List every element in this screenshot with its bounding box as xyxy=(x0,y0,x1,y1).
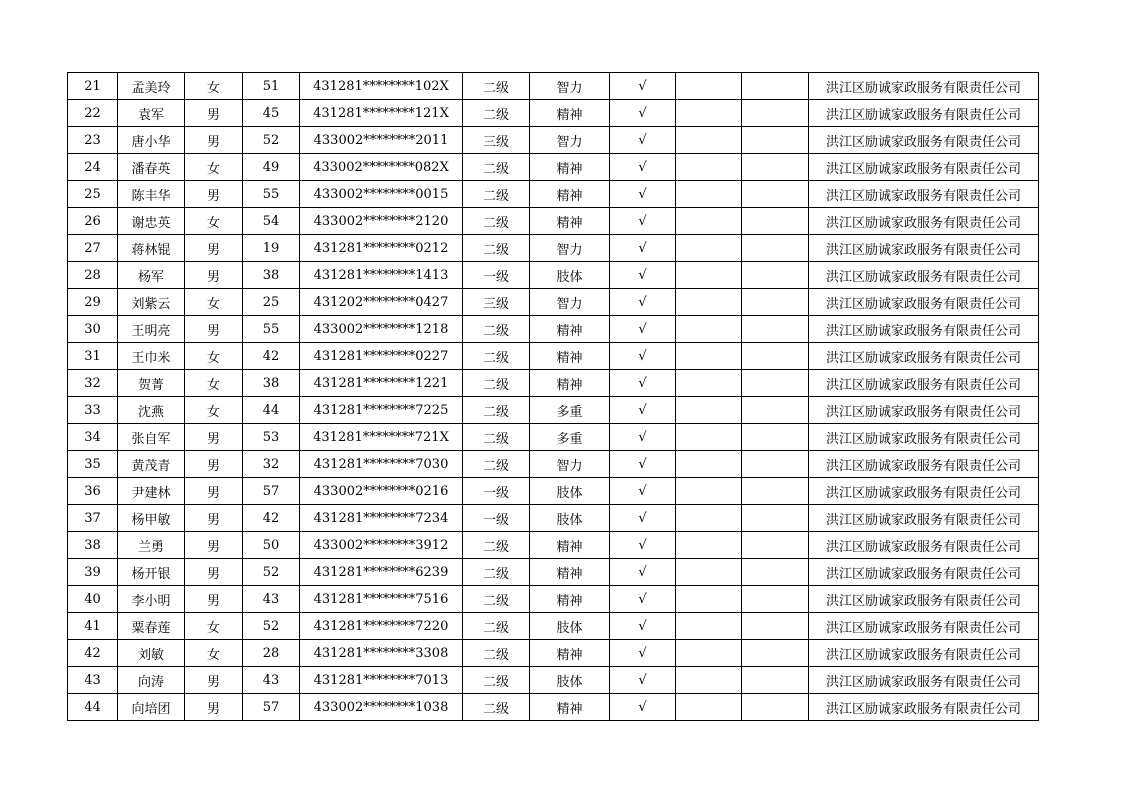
row-number-cell: 44 xyxy=(68,694,118,721)
company-cell: 洪江区励诚家政服务有限责任公司 xyxy=(809,694,1039,721)
disability-type-cell: 精神 xyxy=(530,586,610,613)
age-cell: 25 xyxy=(243,289,300,316)
disability-type-cell: 精神 xyxy=(530,316,610,343)
blank-cell xyxy=(676,316,742,343)
gender-cell: 男 xyxy=(185,100,243,127)
disability-type-cell: 智力 xyxy=(530,235,610,262)
id-number-cell: 431281********721X xyxy=(300,424,463,451)
name-cell: 粟春莲 xyxy=(118,613,185,640)
check-mark-cell: √ xyxy=(610,154,676,181)
name-cell: 向培团 xyxy=(118,694,185,721)
blank-cell xyxy=(676,208,742,235)
disability-grade-cell: 二级 xyxy=(463,532,530,559)
disability-grade-cell: 二级 xyxy=(463,559,530,586)
blank-cell xyxy=(676,532,742,559)
id-number-cell: 431281********7234 xyxy=(300,505,463,532)
table-row xyxy=(68,694,1039,721)
row-number-cell: 26 xyxy=(68,208,118,235)
blank-cell xyxy=(742,640,809,667)
gender-cell: 男 xyxy=(185,532,243,559)
disability-type-cell: 智力 xyxy=(530,289,610,316)
disability-type-cell: 肢体 xyxy=(530,667,610,694)
blank-cell xyxy=(742,235,809,262)
id-number-cell: 433002********082X xyxy=(300,154,463,181)
disability-grade-cell: 二级 xyxy=(463,316,530,343)
blank-cell xyxy=(676,559,742,586)
gender-cell: 男 xyxy=(185,262,243,289)
table-row xyxy=(68,127,1039,154)
blank-cell xyxy=(676,397,742,424)
check-mark-cell: √ xyxy=(610,289,676,316)
table-row xyxy=(68,424,1039,451)
check-mark-cell: √ xyxy=(610,262,676,289)
company-cell: 洪江区励诚家政服务有限责任公司 xyxy=(809,559,1039,586)
table-row xyxy=(68,667,1039,694)
blank-cell xyxy=(676,289,742,316)
table-row xyxy=(68,100,1039,127)
disability-grade-cell: 二级 xyxy=(463,397,530,424)
row-number-cell: 28 xyxy=(68,262,118,289)
disability-type-cell: 肢体 xyxy=(530,478,610,505)
blank-cell xyxy=(676,613,742,640)
name-cell: 杨开银 xyxy=(118,559,185,586)
row-number-cell: 38 xyxy=(68,532,118,559)
age-cell: 50 xyxy=(243,532,300,559)
blank-cell xyxy=(676,343,742,370)
disability-grade-cell: 一级 xyxy=(463,505,530,532)
table-row xyxy=(68,235,1039,262)
blank-cell xyxy=(676,127,742,154)
disability-grade-cell: 一级 xyxy=(463,478,530,505)
id-number-cell: 431281********6239 xyxy=(300,559,463,586)
gender-cell: 男 xyxy=(185,424,243,451)
disability-grade-cell: 二级 xyxy=(463,181,530,208)
blank-cell xyxy=(742,73,809,100)
age-cell: 52 xyxy=(243,613,300,640)
company-cell: 洪江区励诚家政服务有限责任公司 xyxy=(809,397,1039,424)
check-mark-cell: √ xyxy=(610,100,676,127)
blank-cell xyxy=(742,343,809,370)
disability-type-cell: 精神 xyxy=(530,640,610,667)
gender-cell: 女 xyxy=(185,208,243,235)
disability-type-cell: 精神 xyxy=(530,694,610,721)
id-number-cell: 431281********0227 xyxy=(300,343,463,370)
disability-type-cell: 多重 xyxy=(530,424,610,451)
gender-cell: 女 xyxy=(185,397,243,424)
age-cell: 42 xyxy=(243,343,300,370)
disability-grade-cell: 二级 xyxy=(463,208,530,235)
table-row xyxy=(68,343,1039,370)
name-cell: 陈丰华 xyxy=(118,181,185,208)
id-number-cell: 433002********0216 xyxy=(300,478,463,505)
disability-type-cell: 多重 xyxy=(530,397,610,424)
check-mark-cell: √ xyxy=(610,586,676,613)
id-number-cell: 433002********3912 xyxy=(300,532,463,559)
disability-type-cell: 精神 xyxy=(530,208,610,235)
blank-cell xyxy=(676,235,742,262)
id-number-cell: 431281********7013 xyxy=(300,667,463,694)
table-row xyxy=(68,289,1039,316)
table-row xyxy=(68,451,1039,478)
age-cell: 52 xyxy=(243,559,300,586)
row-number-cell: 24 xyxy=(68,154,118,181)
name-cell: 贺菁 xyxy=(118,370,185,397)
age-cell: 43 xyxy=(243,667,300,694)
blank-cell xyxy=(742,505,809,532)
name-cell: 孟美玲 xyxy=(118,73,185,100)
blank-cell xyxy=(676,100,742,127)
age-cell: 28 xyxy=(243,640,300,667)
blank-cell xyxy=(742,694,809,721)
company-cell: 洪江区励诚家政服务有限责任公司 xyxy=(809,208,1039,235)
table-row xyxy=(68,532,1039,559)
table-row xyxy=(68,505,1039,532)
blank-cell xyxy=(742,208,809,235)
disability-grade-cell: 二级 xyxy=(463,424,530,451)
id-number-cell: 431202********0427 xyxy=(300,289,463,316)
disability-grade-cell: 三级 xyxy=(463,289,530,316)
blank-cell xyxy=(742,181,809,208)
row-number-cell: 25 xyxy=(68,181,118,208)
row-number-cell: 41 xyxy=(68,613,118,640)
check-mark-cell: √ xyxy=(610,181,676,208)
id-number-cell: 431281********0212 xyxy=(300,235,463,262)
table-row xyxy=(68,397,1039,424)
row-number-cell: 34 xyxy=(68,424,118,451)
table-body xyxy=(68,73,1039,721)
row-number-cell: 31 xyxy=(68,343,118,370)
disability-grade-cell: 二级 xyxy=(463,586,530,613)
row-number-cell: 27 xyxy=(68,235,118,262)
company-cell: 洪江区励诚家政服务有限责任公司 xyxy=(809,613,1039,640)
gender-cell: 男 xyxy=(185,505,243,532)
company-cell: 洪江区励诚家政服务有限责任公司 xyxy=(809,505,1039,532)
name-cell: 刘敏 xyxy=(118,640,185,667)
disability-grade-cell: 二级 xyxy=(463,451,530,478)
check-mark-cell: √ xyxy=(610,640,676,667)
blank-cell xyxy=(676,640,742,667)
blank-cell xyxy=(676,478,742,505)
disability-type-cell: 精神 xyxy=(530,532,610,559)
disability-type-cell: 精神 xyxy=(530,559,610,586)
disability-grade-cell: 二级 xyxy=(463,235,530,262)
check-mark-cell: √ xyxy=(610,613,676,640)
blank-cell xyxy=(676,586,742,613)
blank-cell xyxy=(742,316,809,343)
table-row xyxy=(68,370,1039,397)
employee-table xyxy=(67,72,1039,721)
row-number-cell: 39 xyxy=(68,559,118,586)
disability-type-cell: 精神 xyxy=(530,343,610,370)
age-cell: 19 xyxy=(243,235,300,262)
row-number-cell: 32 xyxy=(68,370,118,397)
age-cell: 52 xyxy=(243,127,300,154)
gender-cell: 女 xyxy=(185,370,243,397)
name-cell: 谢忠英 xyxy=(118,208,185,235)
age-cell: 45 xyxy=(243,100,300,127)
row-number-cell: 36 xyxy=(68,478,118,505)
blank-cell xyxy=(676,451,742,478)
table-row xyxy=(68,478,1039,505)
blank-cell xyxy=(742,451,809,478)
row-number-cell: 23 xyxy=(68,127,118,154)
blank-cell xyxy=(742,289,809,316)
blank-cell xyxy=(742,100,809,127)
age-cell: 54 xyxy=(243,208,300,235)
check-mark-cell: √ xyxy=(610,235,676,262)
id-number-cell: 433002********1038 xyxy=(300,694,463,721)
id-number-cell: 431281********102X xyxy=(300,73,463,100)
name-cell: 刘紫云 xyxy=(118,289,185,316)
gender-cell: 男 xyxy=(185,559,243,586)
gender-cell: 女 xyxy=(185,613,243,640)
row-number-cell: 22 xyxy=(68,100,118,127)
row-number-cell: 40 xyxy=(68,586,118,613)
check-mark-cell: √ xyxy=(610,424,676,451)
company-cell: 洪江区励诚家政服务有限责任公司 xyxy=(809,424,1039,451)
blank-cell xyxy=(676,694,742,721)
company-cell: 洪江区励诚家政服务有限责任公司 xyxy=(809,667,1039,694)
check-mark-cell: √ xyxy=(610,667,676,694)
company-cell: 洪江区励诚家政服务有限责任公司 xyxy=(809,316,1039,343)
name-cell: 尹建林 xyxy=(118,478,185,505)
name-cell: 杨甲敏 xyxy=(118,505,185,532)
blank-cell xyxy=(742,613,809,640)
age-cell: 57 xyxy=(243,478,300,505)
check-mark-cell: √ xyxy=(610,694,676,721)
name-cell: 王巾米 xyxy=(118,343,185,370)
disability-grade-cell: 二级 xyxy=(463,667,530,694)
check-mark-cell: √ xyxy=(610,208,676,235)
check-mark-cell: √ xyxy=(610,127,676,154)
check-mark-cell: √ xyxy=(610,451,676,478)
id-number-cell: 431281********3308 xyxy=(300,640,463,667)
blank-cell xyxy=(676,424,742,451)
table-row xyxy=(68,181,1039,208)
table-row xyxy=(68,262,1039,289)
check-mark-cell: √ xyxy=(610,343,676,370)
age-cell: 51 xyxy=(243,73,300,100)
disability-grade-cell: 二级 xyxy=(463,640,530,667)
row-number-cell: 42 xyxy=(68,640,118,667)
company-cell: 洪江区励诚家政服务有限责任公司 xyxy=(809,532,1039,559)
row-number-cell: 43 xyxy=(68,667,118,694)
id-number-cell: 433002********2120 xyxy=(300,208,463,235)
gender-cell: 女 xyxy=(185,289,243,316)
blank-cell xyxy=(676,73,742,100)
check-mark-cell: √ xyxy=(610,505,676,532)
disability-type-cell: 肢体 xyxy=(530,262,610,289)
age-cell: 38 xyxy=(243,370,300,397)
disability-grade-cell: 二级 xyxy=(463,370,530,397)
id-number-cell: 431281********121X xyxy=(300,100,463,127)
company-cell: 洪江区励诚家政服务有限责任公司 xyxy=(809,370,1039,397)
company-cell: 洪江区励诚家政服务有限责任公司 xyxy=(809,181,1039,208)
age-cell: 55 xyxy=(243,181,300,208)
name-cell: 杨军 xyxy=(118,262,185,289)
company-cell: 洪江区励诚家政服务有限责任公司 xyxy=(809,127,1039,154)
blank-cell xyxy=(676,154,742,181)
name-cell: 潘春英 xyxy=(118,154,185,181)
disability-grade-cell: 二级 xyxy=(463,694,530,721)
disability-grade-cell: 二级 xyxy=(463,73,530,100)
blank-cell xyxy=(742,397,809,424)
blank-cell xyxy=(742,127,809,154)
name-cell: 张自军 xyxy=(118,424,185,451)
id-number-cell: 433002********2011 xyxy=(300,127,463,154)
blank-cell xyxy=(742,559,809,586)
name-cell: 王明亮 xyxy=(118,316,185,343)
check-mark-cell: √ xyxy=(610,397,676,424)
table-row xyxy=(68,73,1039,100)
company-cell: 洪江区励诚家政服务有限责任公司 xyxy=(809,478,1039,505)
blank-cell xyxy=(676,262,742,289)
table-row xyxy=(68,208,1039,235)
name-cell: 兰勇 xyxy=(118,532,185,559)
name-cell: 唐小华 xyxy=(118,127,185,154)
disability-type-cell: 精神 xyxy=(530,370,610,397)
disability-type-cell: 肢体 xyxy=(530,505,610,532)
age-cell: 32 xyxy=(243,451,300,478)
blank-cell xyxy=(676,181,742,208)
company-cell: 洪江区励诚家政服务有限责任公司 xyxy=(809,640,1039,667)
company-cell: 洪江区励诚家政服务有限责任公司 xyxy=(809,154,1039,181)
blank-cell xyxy=(742,154,809,181)
check-mark-cell: √ xyxy=(610,316,676,343)
check-mark-cell: √ xyxy=(610,370,676,397)
disability-type-cell: 肢体 xyxy=(530,613,610,640)
disability-type-cell: 智力 xyxy=(530,73,610,100)
disability-grade-cell: 一级 xyxy=(463,262,530,289)
row-number-cell: 30 xyxy=(68,316,118,343)
gender-cell: 男 xyxy=(185,586,243,613)
blank-cell xyxy=(742,532,809,559)
blank-cell xyxy=(676,505,742,532)
company-cell: 洪江区励诚家政服务有限责任公司 xyxy=(809,343,1039,370)
table-row xyxy=(68,640,1039,667)
disability-type-cell: 智力 xyxy=(530,127,610,154)
blank-cell xyxy=(676,370,742,397)
gender-cell: 男 xyxy=(185,451,243,478)
id-number-cell: 431281********1221 xyxy=(300,370,463,397)
name-cell: 李小明 xyxy=(118,586,185,613)
id-number-cell: 431281********7225 xyxy=(300,397,463,424)
id-number-cell: 431281********7516 xyxy=(300,586,463,613)
disability-type-cell: 精神 xyxy=(530,100,610,127)
blank-cell xyxy=(742,370,809,397)
gender-cell: 女 xyxy=(185,73,243,100)
table-row xyxy=(68,586,1039,613)
disability-grade-cell: 二级 xyxy=(463,613,530,640)
company-cell: 洪江区励诚家政服务有限责任公司 xyxy=(809,235,1039,262)
blank-cell xyxy=(742,586,809,613)
gender-cell: 男 xyxy=(185,127,243,154)
row-number-cell: 21 xyxy=(68,73,118,100)
age-cell: 42 xyxy=(243,505,300,532)
disability-type-cell: 智力 xyxy=(530,451,610,478)
age-cell: 55 xyxy=(243,316,300,343)
name-cell: 袁军 xyxy=(118,100,185,127)
name-cell: 向涛 xyxy=(118,667,185,694)
blank-cell xyxy=(742,262,809,289)
id-number-cell: 431281********1413 xyxy=(300,262,463,289)
gender-cell: 女 xyxy=(185,154,243,181)
name-cell: 沈燕 xyxy=(118,397,185,424)
table-row xyxy=(68,154,1039,181)
company-cell: 洪江区励诚家政服务有限责任公司 xyxy=(809,451,1039,478)
row-number-cell: 29 xyxy=(68,289,118,316)
name-cell: 黄茂青 xyxy=(118,451,185,478)
disability-grade-cell: 二级 xyxy=(463,343,530,370)
check-mark-cell: √ xyxy=(610,478,676,505)
disability-grade-cell: 三级 xyxy=(463,127,530,154)
blank-cell xyxy=(742,667,809,694)
blank-cell xyxy=(742,478,809,505)
gender-cell: 男 xyxy=(185,694,243,721)
table-row xyxy=(68,316,1039,343)
gender-cell: 男 xyxy=(185,316,243,343)
age-cell: 38 xyxy=(243,262,300,289)
age-cell: 57 xyxy=(243,694,300,721)
disability-type-cell: 精神 xyxy=(530,154,610,181)
age-cell: 43 xyxy=(243,586,300,613)
id-number-cell: 433002********0015 xyxy=(300,181,463,208)
row-number-cell: 37 xyxy=(68,505,118,532)
age-cell: 53 xyxy=(243,424,300,451)
company-cell: 洪江区励诚家政服务有限责任公司 xyxy=(809,586,1039,613)
table-row xyxy=(68,559,1039,586)
id-number-cell: 431281********7220 xyxy=(300,613,463,640)
check-mark-cell: √ xyxy=(610,559,676,586)
row-number-cell: 33 xyxy=(68,397,118,424)
gender-cell: 男 xyxy=(185,667,243,694)
gender-cell: 男 xyxy=(185,478,243,505)
disability-grade-cell: 二级 xyxy=(463,154,530,181)
disability-type-cell: 精神 xyxy=(530,181,610,208)
age-cell: 44 xyxy=(243,397,300,424)
check-mark-cell: √ xyxy=(610,532,676,559)
table-row xyxy=(68,613,1039,640)
check-mark-cell: √ xyxy=(610,73,676,100)
blank-cell xyxy=(742,424,809,451)
gender-cell: 女 xyxy=(185,640,243,667)
company-cell: 洪江区励诚家政服务有限责任公司 xyxy=(809,289,1039,316)
id-number-cell: 431281********7030 xyxy=(300,451,463,478)
row-number-cell: 35 xyxy=(68,451,118,478)
gender-cell: 女 xyxy=(185,343,243,370)
company-cell: 洪江区励诚家政服务有限责任公司 xyxy=(809,73,1039,100)
company-cell: 洪江区励诚家政服务有限责任公司 xyxy=(809,100,1039,127)
company-cell: 洪江区励诚家政服务有限责任公司 xyxy=(809,262,1039,289)
age-cell: 49 xyxy=(243,154,300,181)
gender-cell: 男 xyxy=(185,181,243,208)
name-cell: 蒋林锟 xyxy=(118,235,185,262)
gender-cell: 男 xyxy=(185,235,243,262)
blank-cell xyxy=(676,667,742,694)
id-number-cell: 433002********1218 xyxy=(300,316,463,343)
disability-grade-cell: 二级 xyxy=(463,100,530,127)
